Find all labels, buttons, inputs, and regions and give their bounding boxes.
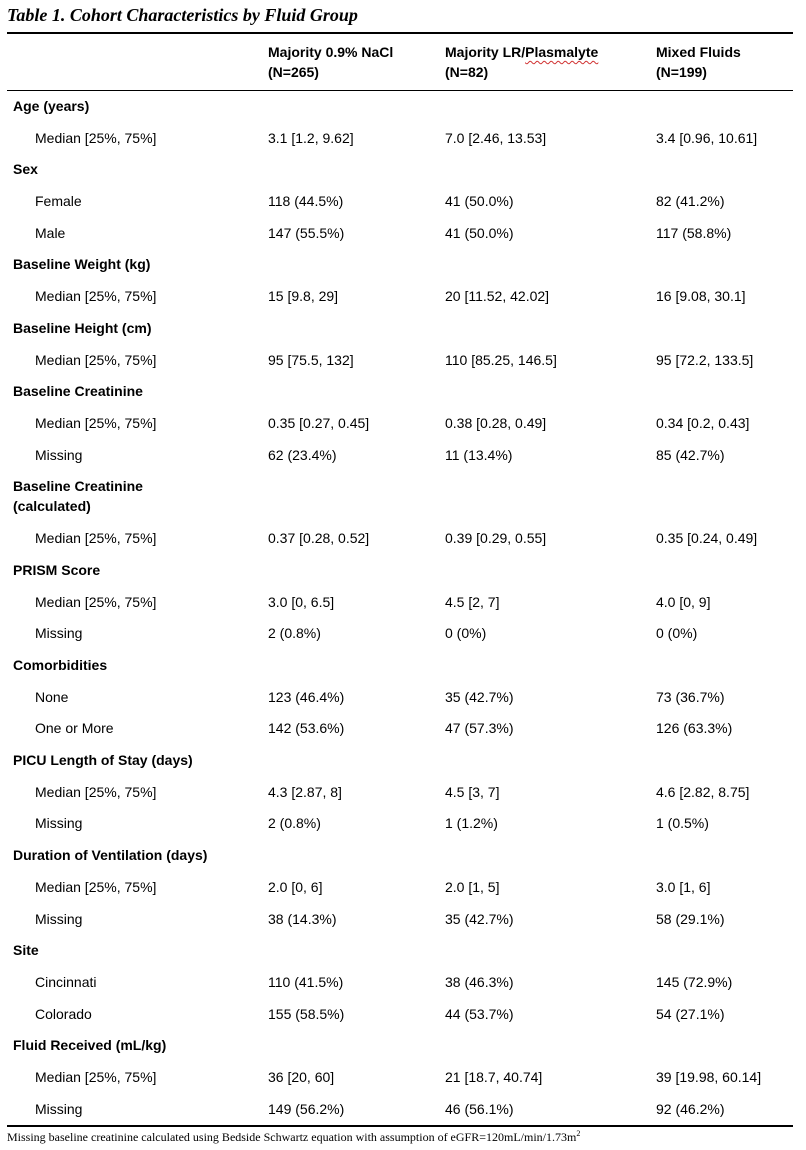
table-cell: 3.0 [0, 6.5] xyxy=(268,593,335,610)
column-header-n: (N=199) xyxy=(656,64,707,80)
table-cell: 4.5 [3, 7] xyxy=(445,783,500,800)
row-label: None xyxy=(35,688,69,705)
row-label: Median [25%, 75%] xyxy=(35,129,157,146)
table-cell: 0 (0%) xyxy=(656,625,698,642)
table-cell: 58 (29.1%) xyxy=(656,910,725,927)
table-cell: 41 (50.0%) xyxy=(445,224,514,241)
table-row xyxy=(7,218,793,250)
table-row xyxy=(7,440,793,472)
table-cell: 145 (72.9%) xyxy=(656,973,733,990)
row-label: Missing xyxy=(35,625,83,642)
section-label: Site xyxy=(13,942,39,959)
row-label: Median [25%, 75%] xyxy=(35,288,157,305)
column-header-n: (N=82) xyxy=(445,64,489,80)
table-cell: 73 (36.7%) xyxy=(656,688,725,705)
table-cell: 38 (46.3%) xyxy=(445,973,514,990)
table-cell: 47 (57.3%) xyxy=(445,720,514,737)
table-body xyxy=(7,91,793,1125)
table-row xyxy=(7,872,793,904)
table-row xyxy=(7,999,793,1031)
table-cell: 3.1 [1.2, 9.62] xyxy=(268,129,354,146)
table-row xyxy=(7,967,793,999)
table-row xyxy=(7,523,793,555)
table-cell: 4.5 [2, 7] xyxy=(445,593,500,610)
section-row xyxy=(7,840,793,872)
table-row xyxy=(7,808,793,840)
section-label-line: (calculated) xyxy=(13,498,91,515)
table-row xyxy=(7,618,793,650)
row-label: Missing xyxy=(35,1100,83,1117)
table-cell: 38 (14.3%) xyxy=(268,910,337,927)
table-title: Table 1. Cohort Characteristics by Fluid Group xyxy=(7,5,358,25)
row-label: Median [25%, 75%] xyxy=(35,1068,157,1085)
table-cell: 92 (46.2%) xyxy=(656,1100,725,1117)
table-row xyxy=(7,904,793,936)
table-cell: 11 (13.4%) xyxy=(445,446,513,463)
section-label: Duration of Ventilation (days) xyxy=(13,847,208,864)
table-row xyxy=(7,1094,793,1126)
table-cell: 46 (56.1%) xyxy=(445,1100,514,1117)
section-label: Sex xyxy=(13,161,38,178)
footnote-text: Missing baseline creatinine calculated using Bedside Schwartz equation with assumption of eGFR=120mL/min/1.73m xyxy=(7,1130,577,1145)
row-label: Median [25%, 75%] xyxy=(35,878,157,895)
column-header-mixed xyxy=(656,42,741,82)
section-label: PRISM Score xyxy=(13,561,101,578)
row-label: Cincinnati xyxy=(35,973,97,990)
table-row xyxy=(7,408,793,440)
section-row xyxy=(7,650,793,682)
table-cell: 39 [19.98, 60.14] xyxy=(656,1068,762,1085)
section-row xyxy=(7,1030,793,1062)
table-cell: 0.37 [0.28, 0.52] xyxy=(268,530,370,547)
table-cell: 35 (42.7%) xyxy=(445,688,514,705)
header-row xyxy=(7,34,793,90)
table-cell: 2 (0.8%) xyxy=(268,625,321,642)
table-cell: 20 [11.52, 42.02] xyxy=(445,288,550,305)
section-row xyxy=(7,313,793,345)
row-label: Missing xyxy=(35,815,83,832)
table-cell: 21 [18.7, 40.74] xyxy=(445,1068,543,1085)
row-label: Median [25%, 75%] xyxy=(35,414,157,431)
table-cell: 0.35 [0.27, 0.45] xyxy=(268,414,370,431)
table-cell: 41 (50.0%) xyxy=(445,193,514,210)
row-label: One or More xyxy=(35,720,114,737)
section-row xyxy=(7,154,793,186)
row-label: Median [25%, 75%] xyxy=(35,593,157,610)
table-cell: 16 [9.08, 30.1] xyxy=(656,288,746,305)
table-cell: 82 (41.2%) xyxy=(656,193,725,210)
table-cell: 95 [75.5, 132] xyxy=(268,351,354,368)
table-cell: 118 (44.5%) xyxy=(268,193,344,210)
table-cell: 4.6 [2.82, 8.75] xyxy=(656,783,750,800)
table-cell: 110 (41.5%) xyxy=(268,973,344,990)
section-label xyxy=(13,476,143,516)
table-row xyxy=(7,587,793,619)
table-cell: 3.4 [0.96, 10.61] xyxy=(656,129,758,146)
table-cell: 147 (55.5%) xyxy=(268,224,345,241)
column-header-lr-plasmalyte xyxy=(445,42,598,82)
table-cell: 142 (53.6%) xyxy=(268,720,345,737)
row-label: Male xyxy=(35,224,66,241)
table-cell: 54 (27.1%) xyxy=(656,1005,725,1022)
table-cell: 15 [9.8, 29] xyxy=(268,288,339,305)
section-label: Comorbidities xyxy=(13,657,108,673)
table-cell: 1 (1.2%) xyxy=(445,815,498,832)
section-row xyxy=(7,376,793,408)
table-row xyxy=(7,682,793,714)
section-label: Baseline Creatinine xyxy=(13,383,143,400)
section-label: Age (years) xyxy=(13,98,90,114)
table-cell: 36 [20, 60] xyxy=(268,1068,335,1085)
table-cell: 1 (0.5%) xyxy=(656,815,709,832)
table-row xyxy=(7,123,793,155)
section-row xyxy=(7,935,793,967)
row-label: Missing xyxy=(35,446,83,463)
spellcheck-flagged-word: Plasmalyte xyxy=(525,44,599,60)
table-cell: 85 (42.7%) xyxy=(656,446,725,463)
table-cell: 2.0 [0, 6] xyxy=(268,878,323,895)
table-row xyxy=(7,345,793,377)
column-header-nacl xyxy=(268,42,393,82)
column-header-name: Majority 0.9% NaCl xyxy=(268,44,394,60)
column-header-name: Mixed Fluids xyxy=(656,44,741,60)
footnote-superscript: 2 xyxy=(576,1129,581,1139)
row-label: Median [25%, 75%] xyxy=(35,783,157,800)
table-cell: 0.39 [0.29, 0.55] xyxy=(445,530,547,547)
section-label: Baseline Weight (kg) xyxy=(13,256,151,273)
table-cell: 3.0 [1, 6] xyxy=(656,878,711,895)
section-label-line: Baseline Creatinine xyxy=(13,478,143,495)
table-row xyxy=(7,281,793,313)
table-cell: 7.0 [2.46, 13.53] xyxy=(445,129,547,146)
table-cell: 44 (53.7%) xyxy=(445,1005,514,1022)
table-row xyxy=(7,186,793,218)
table-cell: 95 [72.2, 133.5] xyxy=(656,351,754,368)
footnote xyxy=(7,1127,793,1147)
column-header-n: (N=265) xyxy=(268,64,319,80)
table-cell: 123 (46.4%) xyxy=(268,688,345,705)
table-cell: 117 (58.8%) xyxy=(656,224,732,241)
section-label: Baseline Height (cm) xyxy=(13,319,152,336)
row-label: Colorado xyxy=(35,1005,92,1022)
row-label: Median [25%, 75%] xyxy=(35,530,157,547)
table-cell: 155 (58.5%) xyxy=(268,1005,345,1022)
column-header-name-prefix: Majority LR/ xyxy=(445,44,526,60)
section-row xyxy=(7,745,793,777)
table-cell: 0.34 [0.2, 0.43] xyxy=(656,414,750,431)
row-label: Median [25%, 75%] xyxy=(35,351,157,368)
section-row xyxy=(7,249,793,281)
row-label: Missing xyxy=(35,910,83,927)
row-label: Female xyxy=(35,193,82,210)
section-row xyxy=(7,471,793,523)
table-cell: 110 [85.25, 146.5] xyxy=(445,351,557,368)
table-cell: 126 (63.3%) xyxy=(656,720,733,737)
table-cell: 2 (0.8%) xyxy=(268,815,321,832)
table-row xyxy=(7,1062,793,1094)
table-cell: 4.3 [2.87, 8] xyxy=(268,783,342,800)
table-cell: 62 (23.4%) xyxy=(268,446,337,463)
table-cell: 35 (42.7%) xyxy=(445,910,514,927)
table-cell: 2.0 [1, 5] xyxy=(445,878,500,895)
table-cell: 149 (56.2%) xyxy=(268,1100,345,1117)
table-cell: 0 (0%) xyxy=(445,625,487,642)
section-label: Fluid Received (mL/kg) xyxy=(13,1037,167,1054)
table-cell: 4.0 [0, 9] xyxy=(656,593,711,610)
table-container xyxy=(7,0,793,1147)
table-cell: 0.35 [0.24, 0.49] xyxy=(656,530,758,547)
section-row xyxy=(7,91,793,123)
table-row xyxy=(7,777,793,809)
table-cell: 0.38 [0.28, 0.49] xyxy=(445,414,547,431)
table-row xyxy=(7,713,793,745)
section-row xyxy=(7,555,793,587)
section-label: PICU Length of Stay (days) xyxy=(13,752,193,769)
